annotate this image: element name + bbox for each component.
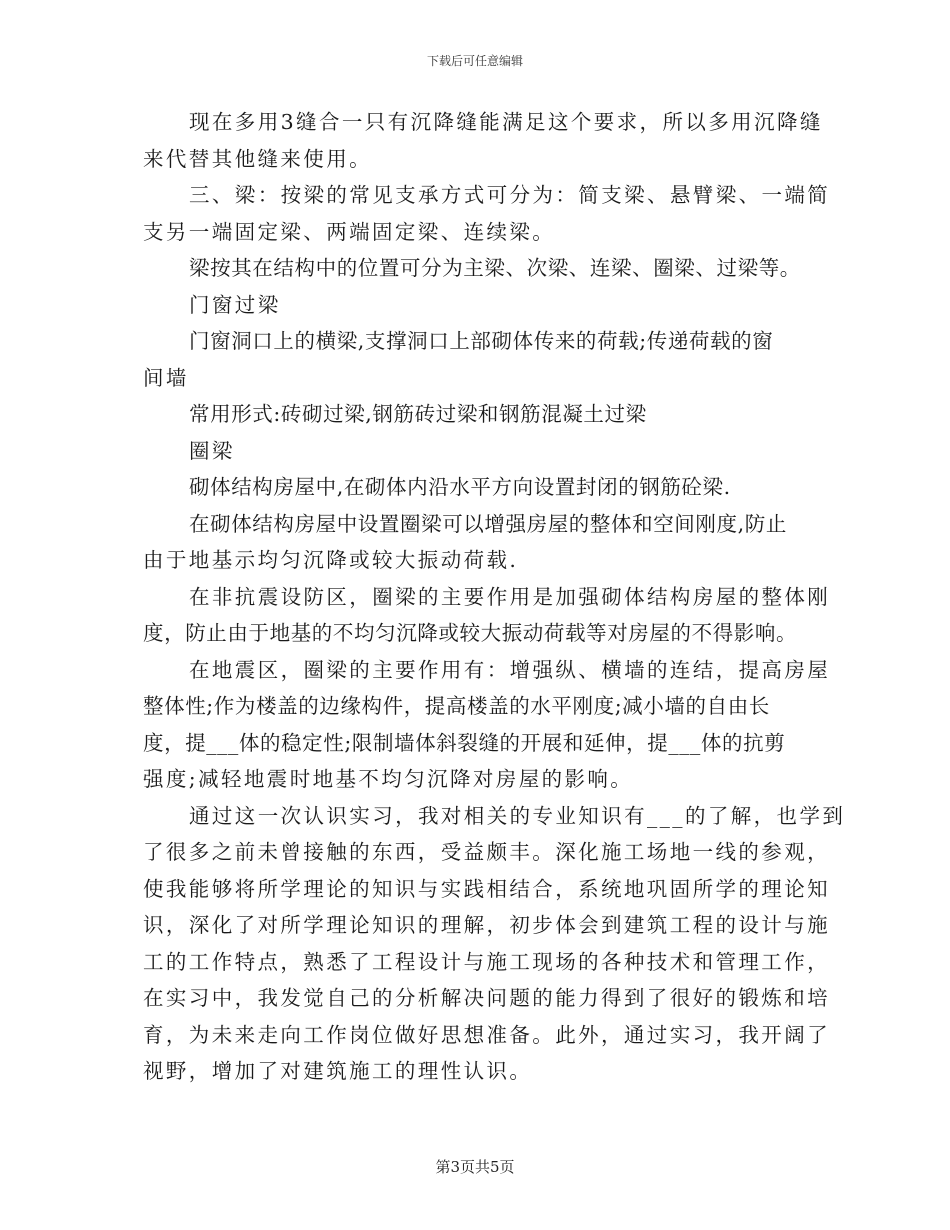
text-line: 三、梁：按梁的常见支承方式可分为：简支梁、悬臂梁、一端简 xyxy=(189,183,831,207)
text-line: 在实习中，我发觉自己的分析解决问题的能力得到了很好的锻炼和培 xyxy=(143,986,830,1010)
text-line: 梁按其在结构中的位置可分为主梁、次梁、连梁、圈梁、过梁等。 xyxy=(189,256,801,280)
page-number: 第3页共5页 xyxy=(435,1158,515,1176)
text-line: 间墙 xyxy=(143,365,189,390)
text-line: 门窗过梁 xyxy=(189,292,281,317)
text-line: 圈梁 xyxy=(189,438,235,463)
text-line: 度，防止由于地基的不均匀沉降或较大振动荷载等对房屋的不得影响。 xyxy=(143,621,798,645)
text-line: 强度;减轻地震时地基不均匀沉降对房屋的影响。 xyxy=(143,767,634,791)
text-line: 现在多用3缝合一只有沉降缝能满足这个要求，所以多用沉降缝 xyxy=(189,110,823,134)
text-line: 由于地基示均匀沉降或较大振动荷载. xyxy=(143,548,519,572)
text-line: 视野，增加了对建筑施工的理性认识。 xyxy=(143,1059,533,1083)
text-line: 来代替其他缝来使用。 xyxy=(143,146,372,171)
text-line: 整体性;作为楼盖的边缘构件，提高楼盖的水平刚度;减小墙的自由长 xyxy=(143,694,770,718)
text-line: 在地震区，圈梁的主要作用有：增强纵、横墙的连结，提高房屋 xyxy=(189,657,831,682)
text-line: 支另一端固定梁、两端固定梁、连续梁。 xyxy=(143,219,556,244)
text-line: 了很多之前未曾接触的东西，受益颇丰。深化施工场地一线的参观， xyxy=(143,840,830,864)
text-line: 工的工作特点，熟悉了工程设计与施工现场的各种技术和管理工作， xyxy=(143,949,830,974)
text-line: 育，为未来走向工作岗位做好思想准备。此外，通过实习，我开阔了 xyxy=(143,1022,830,1047)
text-line: 在砌体结构房屋中设置圈梁可以增强房屋的整体和空间刚度,防止 xyxy=(189,511,787,536)
text-line: 门窗洞口上的横梁,支撑洞口上部砌体传来的荷载;传递荷载的窗 xyxy=(189,329,774,353)
text-line: 使我能够将所学理论的知识与实践相结合，系统地巩固所学的理论知 xyxy=(143,876,830,901)
text-line: 通过这一次认识实习，我对相关的专业知识有___的了解，也学到 xyxy=(189,803,846,828)
text-line: 识，深化了对所学理论知识的理解，初步体会到建筑工程的设计与施 xyxy=(143,913,830,937)
text-line: 在非抗震设防区，圈梁的主要作用是加强砌体结构房屋的整体刚 xyxy=(189,584,831,609)
page-header: 下载后可任意编辑 xyxy=(426,54,523,68)
text-line: 砌体结构房屋中,在砌体内沿水平方向设置封闭的钢筋砼梁. xyxy=(189,475,731,499)
text-line: 常用形式:砖砌过梁,钢筋砖过梁和钢筋混凝土过梁 xyxy=(189,402,647,426)
document-body xyxy=(143,104,846,1090)
text-line: 度，提___体的稳定性;限制墙体斜裂缝的开展和延伸，提___体的抗剪 xyxy=(143,730,786,755)
